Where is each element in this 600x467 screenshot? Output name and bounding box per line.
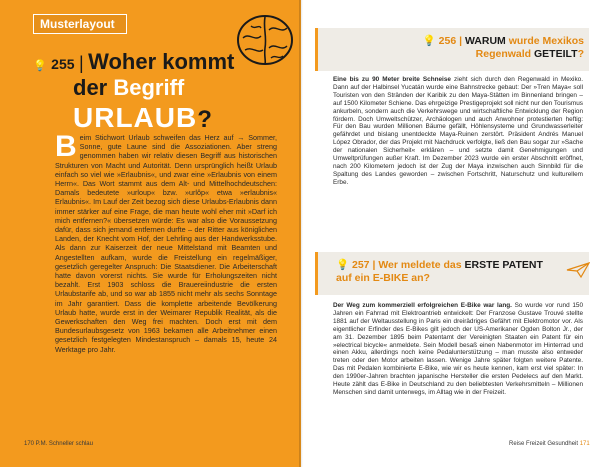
question-256-heading: 💡 256 | WARUM wurde Mexikos Regenwald GETEILT? xyxy=(422,35,584,60)
lightbulb-icon: 💡 xyxy=(336,259,350,271)
question-257-box xyxy=(315,252,589,295)
book-gutter xyxy=(299,0,303,467)
lightbulb-icon: 💡 xyxy=(33,60,47,72)
question-256-box xyxy=(315,28,589,71)
question-257-heading: 💡 257 | Wer meldete das ERSTE PATENT auf ein E-BIKE an? xyxy=(336,259,543,284)
folio-left: 170 P.M. Schneller schlau xyxy=(24,441,93,447)
article-body-256: Eine bis zu 90 Meter breite Schneise zieht sich durch den Regenwald in Mexiko. Dann auf der Halbinsel Yucatán wurde eine Bahnstrecke gebaut: Der »Tren Maya« soll Touristen von den Stränden der Karibik zu den Maya-Stätten im Binnenland bringen – auf 1500 Kilometer Schiene. Das ehrgeizige Prestigeprojekt soll nicht nur den Tourismus ankurbeln, sondern auch die Verkehrswege und wirtschaftliche Entwicklung der Region fördern. Doch Umweltschützer, Archäologen und auch Anwohner protestierten heftig: Für den Bau wurden Millionen Bäume gefällt, Höhlensysteme und Grundwasserleiter gefährdet und bislang unentdeckte Maya-Ruinen zerstört. Präsident Andrés Manuel López Obrador, der das Projekt mit Nachdruck verfolgte, ließ den Bau sogar zur »Sache der nationalen Sicherheit« erklären – und setzte damit Genehmigungen und Umweltprüfungen außer Kraft. Im Dezember 2023 wurde ein erster Abschnitt eröffnet, nach 200 Kilometern jedoch ist der Zug der Maya inzwischen auch Sinnbild für die Spaltung des Landes geworden – zwischen Fortschritt, Naturschutz und kulturellem Erbe. xyxy=(333,76,583,186)
layout-tag: Musterlayout xyxy=(33,14,127,34)
paper-plane-icon xyxy=(566,262,590,278)
heading-line-3: URLAUB? xyxy=(73,102,213,133)
article-body-255: Beim Stichwort Urlaub schweifen das Herz auf → Sommer, Sonne, gute Laune sind die Assoziationen. Aber streng genommen haben wir relativ diesen Begriff aus historischen Strukturen von Macht und Autorität. Denn ursprünglich heißt Urlaub einfach so viel wie »Erlaubnis«, und zwar eine »Erlaubnis von einem Herrn«. Das Wort stammt aus dem Alt- und Mittelhochdeutschen: Damals bedeutete »urloup« bzw. »urlôp« etwa »erlaubnis« Erlaubnis«. Im Lauf der Zeit bezog sich diese Urlaubs-Erlaubnis dann immer stärker auf eine Frage, die man heute wohl eher mit »Darf ich mich entfernen?« übersetzen würde: Es war also die Voraussetzung dafür, dass sich jemand entfernen durfte – der Ritter aus königlichen Landen, der Knecht vom Hof, der Lehrling aus der Handwerksstube. Als dann zur Kaiserzeit der neue Mittelstand mit Beamten und Angestellten aufkam, wurde die Freistellung ein regelmäßiger, gesetzlich geregelter Anspruch: Die Staatsdiener. Die Arbeiterschaft hatte davon vorerst nichts. Sie wurde für Erholungszeiten nicht bezahlt. Erst 1903 schloss die Brauereiindustrie die ersten Urlaubstarife ab, und so war ab 1855 nicht mehr als sechs Sonntage im Jahr garantiert. Dass die komplette arbeitende Bevölkerung Urlaub hatte, wurde erst in der Weimarer Republik Realität, als die Gewerkschaften den Weg frei machten. Doch erst mit dem Bundesurlaubsgesetz von 1963 bekamen alle Arbeitnehmer einen gesetzlich festgelegten Mindestanspruch – damals 15, heute 24 Werktage pro Jahr. xyxy=(55,130,277,354)
question-number: 255 xyxy=(51,56,75,72)
question-255-heading: 💡 255 | Woher kommt der Begriff URLAUB? xyxy=(33,49,235,133)
heading-line-2: der Begriff xyxy=(73,75,185,100)
right-page xyxy=(301,0,600,467)
drop-cap: B xyxy=(55,130,77,163)
heading-line-1: Woher kommt xyxy=(88,49,235,74)
article-body-257: Der Weg zum kommerziell erfolgreichen E-Bike war lang. So wurde vor rund 150 Jahren ein Fahrrad mit Elektroantrieb entwickelt: Der Franzose Gustave Trouvé stellte 1881 auf der Weltausstellung in Paris ein dreirädriges Gefährt mit Elektromotor vor. Als eigentlicher Erfinder des E-Bikes gilt jedoch der US-Amerikaner Ogden Bolton Jr., der am 31. Dezember 1895 beim Patentamt der Vereinigten Staaten ein Patent für ein »electrical bicycle« anmeldete. Sein Modell besaß einen Nabenmotor im Hinterrad und einen Akku, allerdings noch keine Pedalunterstützung – man musste also entweder treten oder den Motor arbeiten lassen. Wenige Jahre später folgten weitere Patente. Das mit Pedalen kombinierte E-Bike, wie wir es heute kennen, kam erst viel später: In den 1990er-Jahren brachten japanische Hersteller die ersten Pedelecs auf den Markt. Heute zählt das E-Bike in Deutschland zu den beliebtesten Verkehrsmitteln – Millionen Menschen sind damit unterwegs, im Alltag wie in der Freizeit. xyxy=(333,302,583,396)
lightbulb-icon: 💡 xyxy=(422,35,436,47)
folio-right: Reise Freizeit Gesundheit 171 xyxy=(509,441,590,447)
